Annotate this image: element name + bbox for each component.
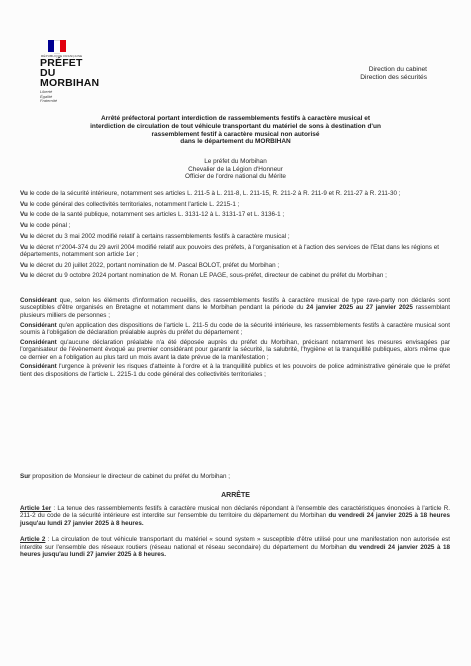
motto-fraternite: Fraternité	[40, 98, 58, 103]
proposal-line	[20, 473, 450, 480]
prefet-line: PRÉFET	[40, 57, 83, 69]
considerant-text: l'urgence à prévenir les risques d'atteinte à l'ordre et à la tranquillité publics et les pouvoirs de police administrative générale que le préfet tient des dispositions de l'article L. 2215-1 du code général des collectivités territoriales ;	[20, 363, 450, 378]
considerant-emphasis: 24 janvier 2025 au 27 janvier 2025	[306, 304, 413, 312]
article-period: du vendredi 24 janvier 2025 à 18 heures jusqu'au lundi 27 janvier 2025 à 8 heures.	[20, 543, 450, 559]
signatory-line: Le préfet du Morbihan	[204, 158, 267, 165]
flag-red	[60, 40, 66, 52]
title-line: interdiction de circulation de tout véhicule transportant du matériel de sons à destination d'un	[90, 122, 381, 130]
visa-lead: Vu	[20, 211, 28, 219]
proposal-lead: Sur	[20, 473, 31, 480]
visa-text: le code de la sécurité intérieure, notamment ses articles L. 211-5 à L. 211-8, L. 211-15, R. 211-2 à R. 211-9 et R. 211-27 à R. 211-30 ;	[27, 190, 401, 197]
visa-item	[20, 201, 450, 208]
considerant-lead: Considérant	[20, 363, 57, 371]
proposal-text: proposition de Monsieur le directeur de cabinet du préfet du Morbihan ;	[30, 473, 231, 480]
visa-text: le code de la santé publique, notamment ses articles L. 3131-12 à L. 3131-17 et L. 3136-1 ;	[27, 211, 285, 219]
document-title	[40, 115, 431, 146]
visa-lead: Vu	[20, 222, 28, 230]
article-text: : La tenue des rassemblements festifs à caractère musical non déclarés répondant à l'ensemble des caractéristiques énoncées à l'article R. 211-2 du code de la sécurité intérieure est interdite sur l'ensemble du territoire du département du Morbihan	[20, 505, 450, 520]
visa-item	[20, 262, 450, 269]
signatory-line: Officier de l'ordre national du Mérite	[185, 173, 286, 181]
articles-list	[20, 505, 450, 567]
visa-lead: Vu	[20, 243, 28, 251]
motto	[40, 90, 110, 104]
considerant-text: que, selon les éléments d'information recueillis, des rassemblements festifs à caractère musical de type rave-party non déclarés sont susceptibles d'être organisés en Bretagne et notamment dans le Morbihan pendant la période du	[20, 297, 450, 312]
considerant-item	[20, 339, 450, 361]
marianne-flag-icon	[48, 40, 66, 52]
considerant-item	[20, 297, 450, 319]
considerant-text-end: rassemblant plusieurs milliers de personnes ;	[20, 304, 450, 319]
visa-text: le code général des collectivités territoriales, notamment l'article L. 2215-1 ;	[27, 200, 240, 208]
considerant-item	[20, 363, 450, 378]
morbihan-line: DU MORBIHAN	[40, 67, 100, 89]
article-heading: Article 1er	[20, 505, 52, 512]
visa-item	[20, 233, 450, 240]
article-item	[20, 505, 450, 527]
considerants-list	[20, 297, 450, 381]
visa-lead: Vu	[20, 272, 28, 280]
considerant-text: qu'aucune déclaration préalable n'a été déposée auprès du préfet du Morbihan, précisant notamment les mesures envisagées par l'organisateur de l'évènement évoqué au premier considérant pour garantir la sécurité, la salubrité, l'hygiène et la tranquillité publiques, alors même que ce dernier en a l'obligation au plus tard un mois avant la date prévue de la manifestation ;	[20, 338, 450, 361]
considerant-text: qu'en application des dispositions de l'article L. 211-5 du code de la sécurité intérieure, les rassemblements festifs à caractère musical sont soumis à l'obligation de déclaration préalable auprès du préfet du département ;	[20, 321, 450, 337]
prefecture-logo	[40, 40, 110, 104]
visa-text: le décret du 3 mai 2002 modifié relatif à certains rassemblements festifs à caractère musical ;	[27, 232, 290, 240]
article-heading: Article 2	[20, 536, 46, 544]
visa-item	[20, 190, 450, 197]
visa-lead: Vu	[20, 232, 28, 240]
visa-text: le code pénal ;	[27, 222, 71, 230]
visas-list	[20, 190, 450, 283]
visa-item	[20, 244, 450, 259]
motto-egalite: Égalité	[40, 93, 53, 99]
article-text: : La circulation de tout véhicule transportant du matériel « sound system » susceptible d'être utilisé pour une manifestation non autorisée est interdite sur l'ensemble des réseaux routiers (réseau national et réseau secondaire) du département du Morbihan	[20, 536, 450, 551]
considerant-item	[20, 322, 450, 337]
republique-label: RÉPUBLIQUE FRANÇAISE	[41, 54, 83, 58]
issuing-department	[360, 66, 427, 82]
article-item	[20, 536, 450, 558]
direction-securites: Direction des sécurités	[360, 74, 427, 81]
signatory-line: Chevalier de la Légion d'Honneur	[188, 165, 283, 173]
considerant-lead: Considérant	[20, 297, 57, 304]
article-period: du vendredi 24 janvier 2025 à 18 heures jusqu'au lundi 27 janvier 2025 à 8 heures.	[20, 512, 450, 527]
visa-item	[20, 272, 450, 279]
signatory-block	[0, 158, 471, 181]
motto-liberte: Liberté	[40, 89, 53, 94]
visa-lead: Vu	[20, 190, 28, 197]
title-line: Arrêté préfectoral portant interdiction de rassemblements festifs à caractère musical et	[100, 115, 371, 122]
visa-item	[20, 211, 450, 218]
visa-lead: Vu	[20, 261, 28, 269]
title-line: dans le département du MORBIHAN	[180, 138, 291, 146]
considerant-lead: Considérant	[20, 338, 57, 346]
arrete-heading: ARRÊTE	[221, 492, 250, 499]
considerant-lead: Considérant	[20, 321, 57, 329]
visa-lead: Vu	[20, 200, 28, 208]
direction-cabinet: Direction du cabinet	[368, 66, 427, 73]
visa-text: le décret n°2004-374 du 29 avril 2004 modifié relatif aux pouvoirs des préfets, à l'organisation et à l'action des services de l'Etat dans les régions et départements, notamment son article 1er ;	[20, 243, 439, 258]
visa-text: le décret du 9 octobre 2024 portant nomination de M. Ronan LE PAGE, sous-préfet, directeur de cabinet du préfet du Morbihan ;	[27, 272, 387, 280]
title-line: rassemblement festif à caractère musical non autorisé	[151, 130, 320, 138]
visa-item	[20, 222, 450, 229]
visa-text: le décret du 20 juillet 2022, portant nomination de M. Pascal BOLOT, préfet du Morbihan ;	[27, 261, 280, 269]
